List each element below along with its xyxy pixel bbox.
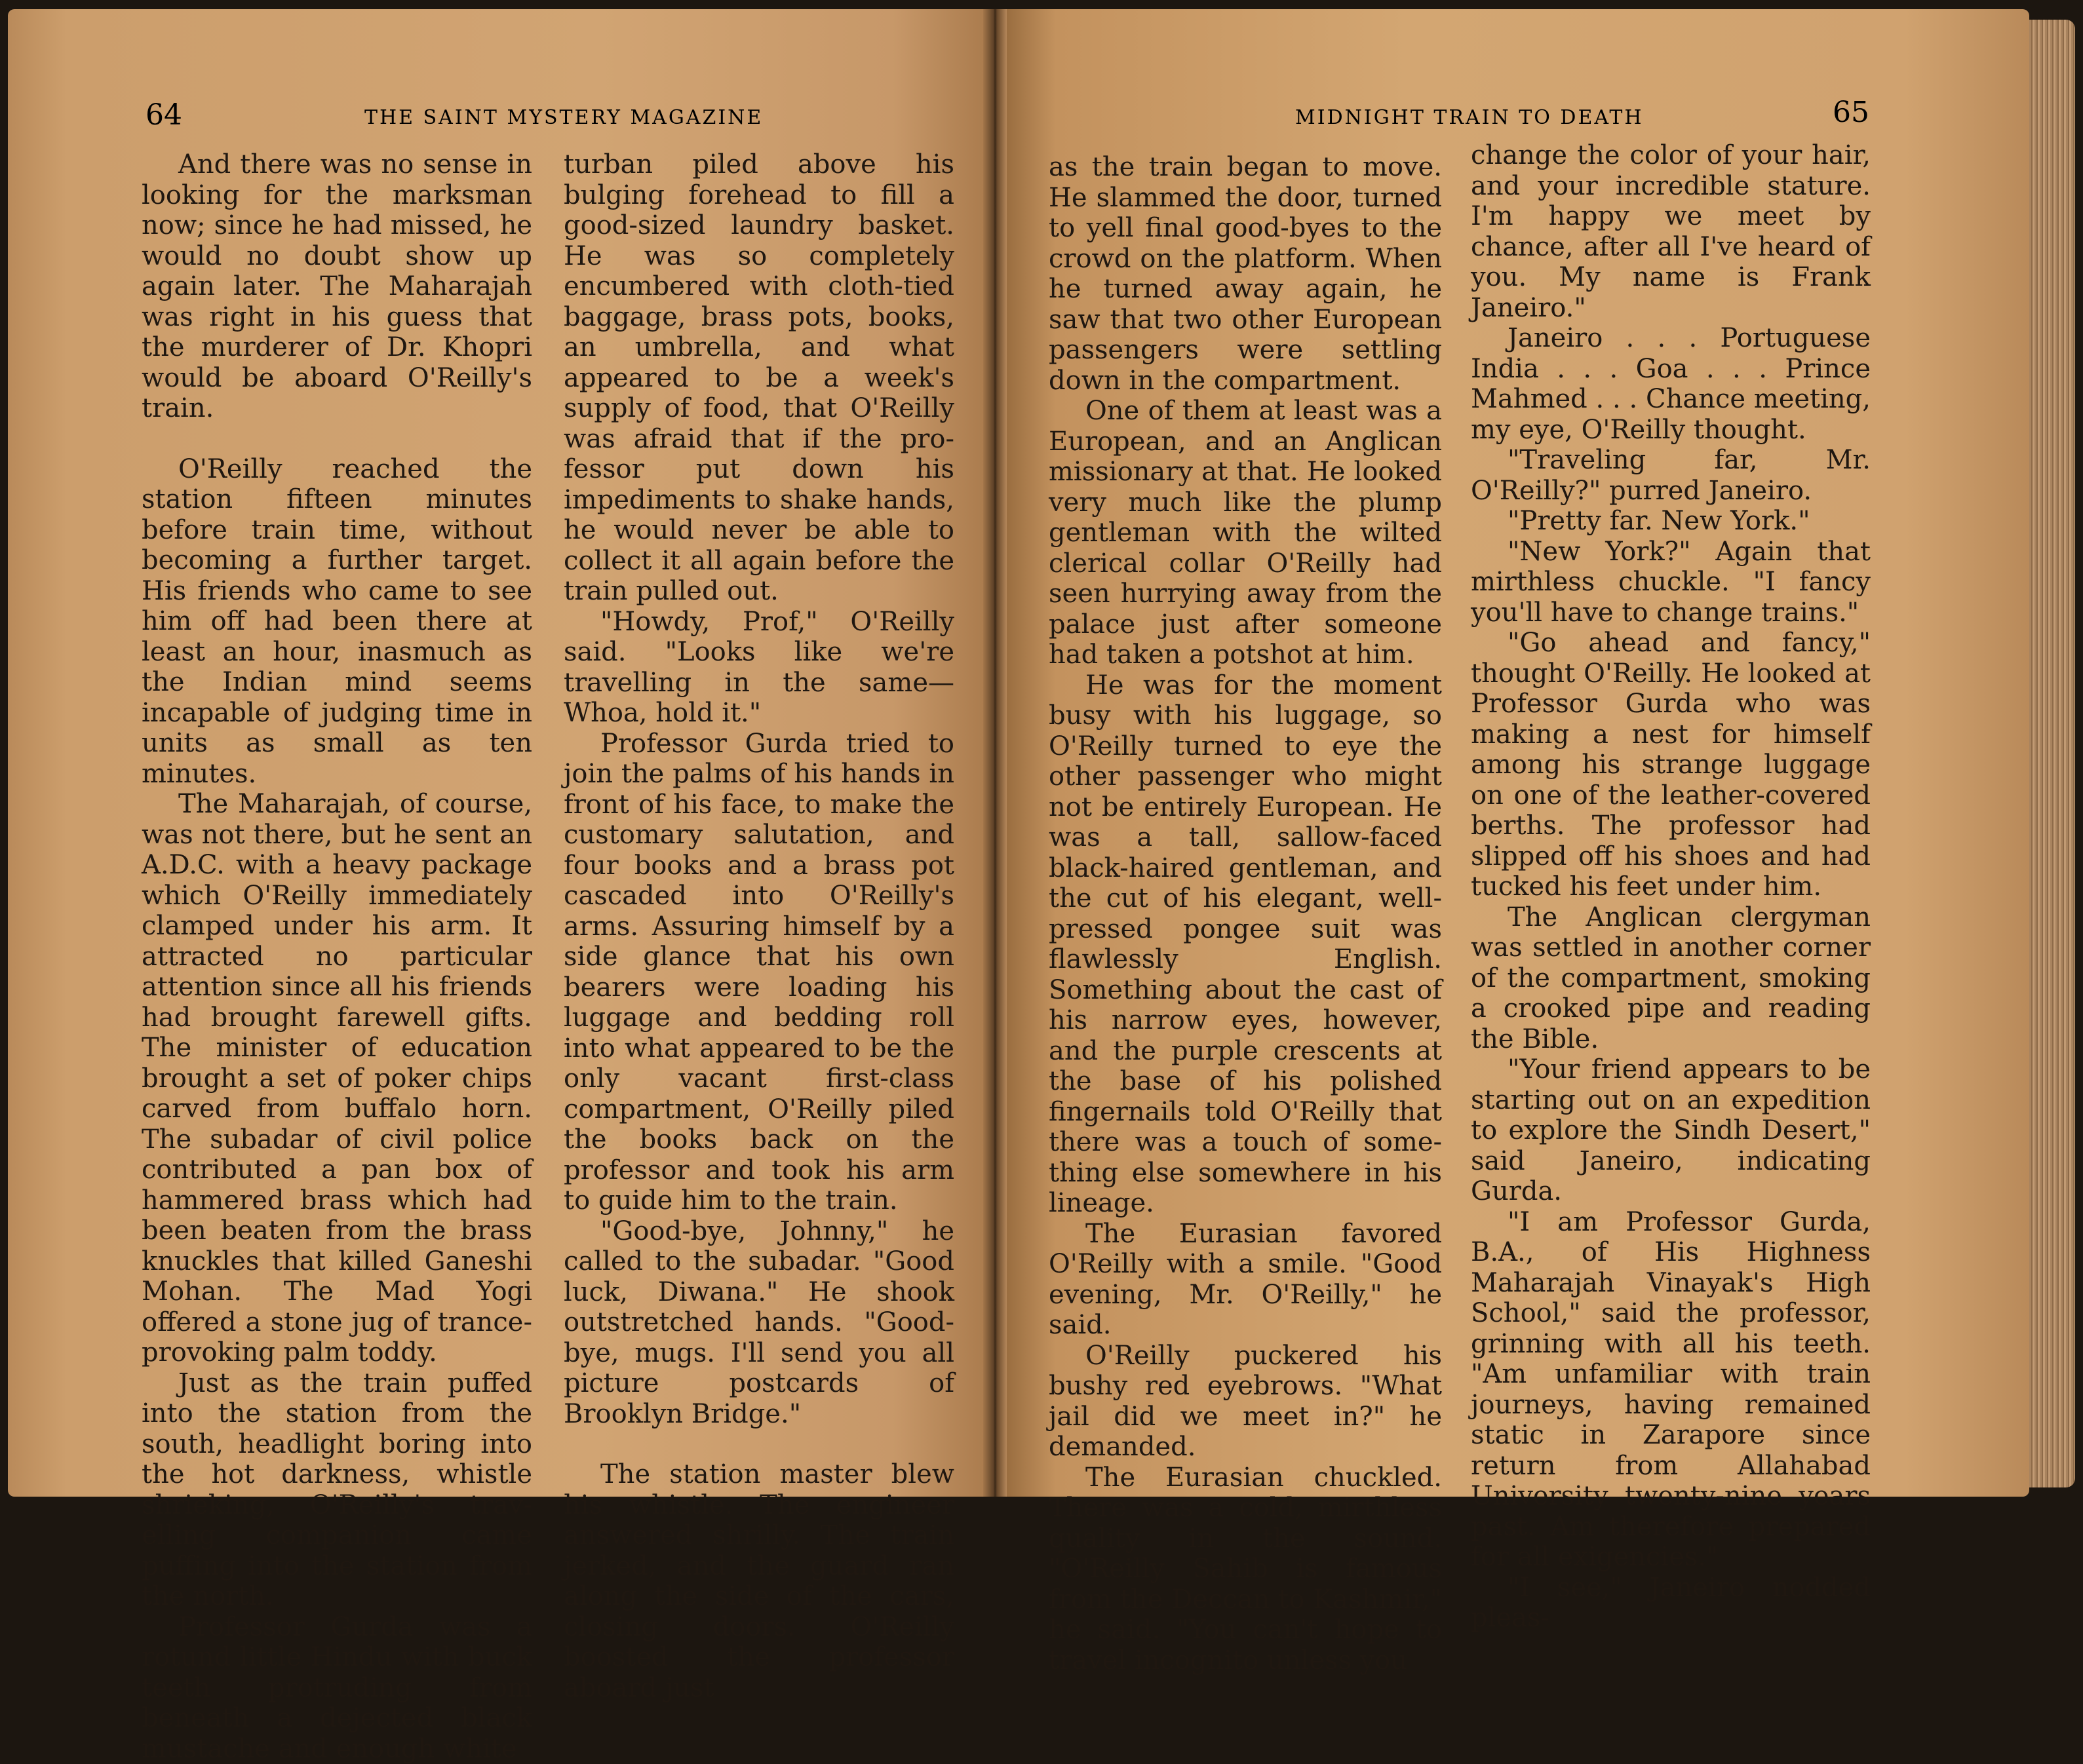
paragraph: One of them at least was a European, and an Anglican missionary at that. He looked very much like the plump gentleman with the wilted clerical collar O'Reilly had seen hurrying away from the palace just after someone had taken a potshot at him. [1049, 396, 1442, 670]
paragraph: The Eurasian chuckled. There was a cold, mirthless quality in the sound. "O'Reilly Sahib is famous from the Deccan to Kashmir," he said. "You can't hope to travel incognito unless you [1049, 1463, 1442, 1676]
paragraph: "I see," Janeiro nodded pleas- [1471, 1573, 1871, 1634]
paragraph: The Eurasian favored O'Reilly with a smile. "Good evening, Mr. O'Reilly," he said. [1049, 1219, 1442, 1341]
paragraph: turban piled above his bulging forehead to fill a good-sized laundry basket. He was so completely encumbered with cloth-tied baggage, brass pots, books, an umbrella, and what appeared to be a week's supply of food, that O'Reilly was afraid that if the professor put down his impediments to shake hands, he would never be able to collect it all again before the train pulled out. [564, 149, 954, 607]
left-column-1 [142, 149, 532, 1764]
right-running-head: MIDNIGHT TRAIN TO DEATH [1295, 106, 1644, 129]
paragraph: "Traveling far, Mr. O'Reilly?" purred Janeiro. [1471, 445, 1871, 506]
left-page-number: 64 [146, 98, 182, 132]
right-column-1 [1049, 152, 1442, 1676]
left-column-2 [564, 149, 954, 1703]
right-page-number: 65 [1833, 96, 1869, 129]
right-column-2 [1471, 140, 1871, 1634]
paragraph: Professor Gurda was a rotund little Hindu with buck teeth protruding from beneath a dejected black mustache and enough white [142, 1612, 532, 1764]
paragraph: O'Reilly puckered his bushy red eyebrows. "What jail did we meet in?" he demanded. [1049, 1341, 1442, 1463]
book-gutter [983, 9, 1007, 1497]
left-running-head: THE SAINT MYSTERY MAGAZINE [364, 106, 763, 129]
paragraph: as the train began to move. He slammed the door, turned to yell final good-byes to the crowd on the platform. When he turned away again, he saw that two other European passengers were settling down in the compartment. [1049, 152, 1442, 396]
paragraph: He was for the moment busy with his luggage, so O'Reilly turned to eye the other passenger who might not be entirely European. He was a tall, sallow-faced black-haired gentleman, and the cut of his elegant, well-pressed pongee suit was flawlessly English. Something about the cast of his narrow eyes, however, and the purple crescents at the base of his polished fingernails told O'Reilly that there was a touch of something else somewhere in his lineage. [1049, 670, 1442, 1219]
paragraph: change the color of your hair, and your incredible stature. I'm happy we meet by chance, after all I've heard of you. My name is Frank Janeiro." [1471, 140, 1871, 323]
paragraph: "Good-bye, Johnny," he called to the subadar. "Good luck, Diwana." He shook outstretched hands. "Good-bye, mugs. I'll send you all picture postcards of Brooklyn Bridge." [564, 1216, 954, 1430]
paragraph: "Pretty far. New York." [1471, 506, 1871, 537]
paragraph: Just as the train puffed into the station from the south, headlight boring into the hot darkness, whistle shrieking, O'Reilly's travelling companion came puffing into the station from the north. [142, 1368, 532, 1612]
paragraph: The Anglican clergyman was settled in another corner of the compartment, smoking a crooked pipe and reading the Bible. [1471, 902, 1871, 1055]
paragraph: "Howdy, Prof," O'Reilly said. "Looks like we're travelling in the same— Whoa, hold it." [564, 607, 954, 729]
paragraph: "Your friend appears to be starting out on an expedition to explore the Sindh Desert," said Janeiro, indicating Gurda. [1471, 1054, 1871, 1207]
paragraph: Professor Gurda tried to join the palms of his hands in front of his face, to make the customary salutation, and four books and a brass pot cascaded into O'Reilly's arms. Assuring himself by a side glance that his own bearers were loading his luggage and bedding roll into what appeared to be the only vacant first-class compartment, O'Reilly piled the books back on the professor and took his arm to guide him to the train. [564, 729, 954, 1216]
paragraph: "New York?" Again that mirthless chuckle. "I fancy you'll have to change trains." [1471, 537, 1871, 628]
paragraph: Janeiro . . . Portuguese India . . . Goa . . . Prince Mahmed . . . Chance meeting, my eye, O'Reilly thought. [1471, 323, 1871, 445]
page-edges [2029, 20, 2075, 1487]
paragraph: The Maharajah, of course, was not there, but he sent an A.D.C. with a heavy package which O'Reilly immediately clamped under his arm. It attracted no particular attention since all his friends had brought farewell gifts. The minister of education brought a set of poker chips carved from buffalo horn. The subadar of civil police contributed a pan box of hammered brass which had been beaten from the brass knuckles that killed Ganeshi Mohan. The Mad Yogi offered a stone jug of trance-provoking palm toddy. [142, 789, 532, 1368]
paragraph: And there was no sense in looking for the marksman now; since he had missed, he would no doubt show up again later. The Maharajah was right in his guess that the murderer of Dr. Khopri would be aboard O'Reilly's train. [142, 149, 532, 424]
paragraph: "I am Professor Gurda, B.A., of His Highness Maharajah Vinayak's High School," said the professor, grinning with all his teeth. "Am unfamiliar with train journeys, having remained static in Zarapore since return from Allahabad University twenty-nine years past. Am therefore prepared for all exigencies." [1471, 1207, 1871, 1573]
paragraph: "Go ahead and fancy," thought O'Reilly. He looked at Professor Gurda who was making a nest for himself among his strange luggage on one of the leather-covered berths. The professor had slipped off his shoes and had tucked his feet under him. [1471, 628, 1871, 902]
paragraph: O'Reilly reached the station fifteen minutes before train time, without becoming a further target. His friends who came to see him off had been there at least an hour, inasmuch as the Indian mind seems incapable of judging time in units as small as ten minutes. [142, 454, 532, 790]
paragraph: The station master blew his whistle. The engineer answered shrilly. The train jerked, and the guard ran along the side of the cars, closing doors. O'Reilly boosted the professor aboard just [564, 1459, 954, 1703]
